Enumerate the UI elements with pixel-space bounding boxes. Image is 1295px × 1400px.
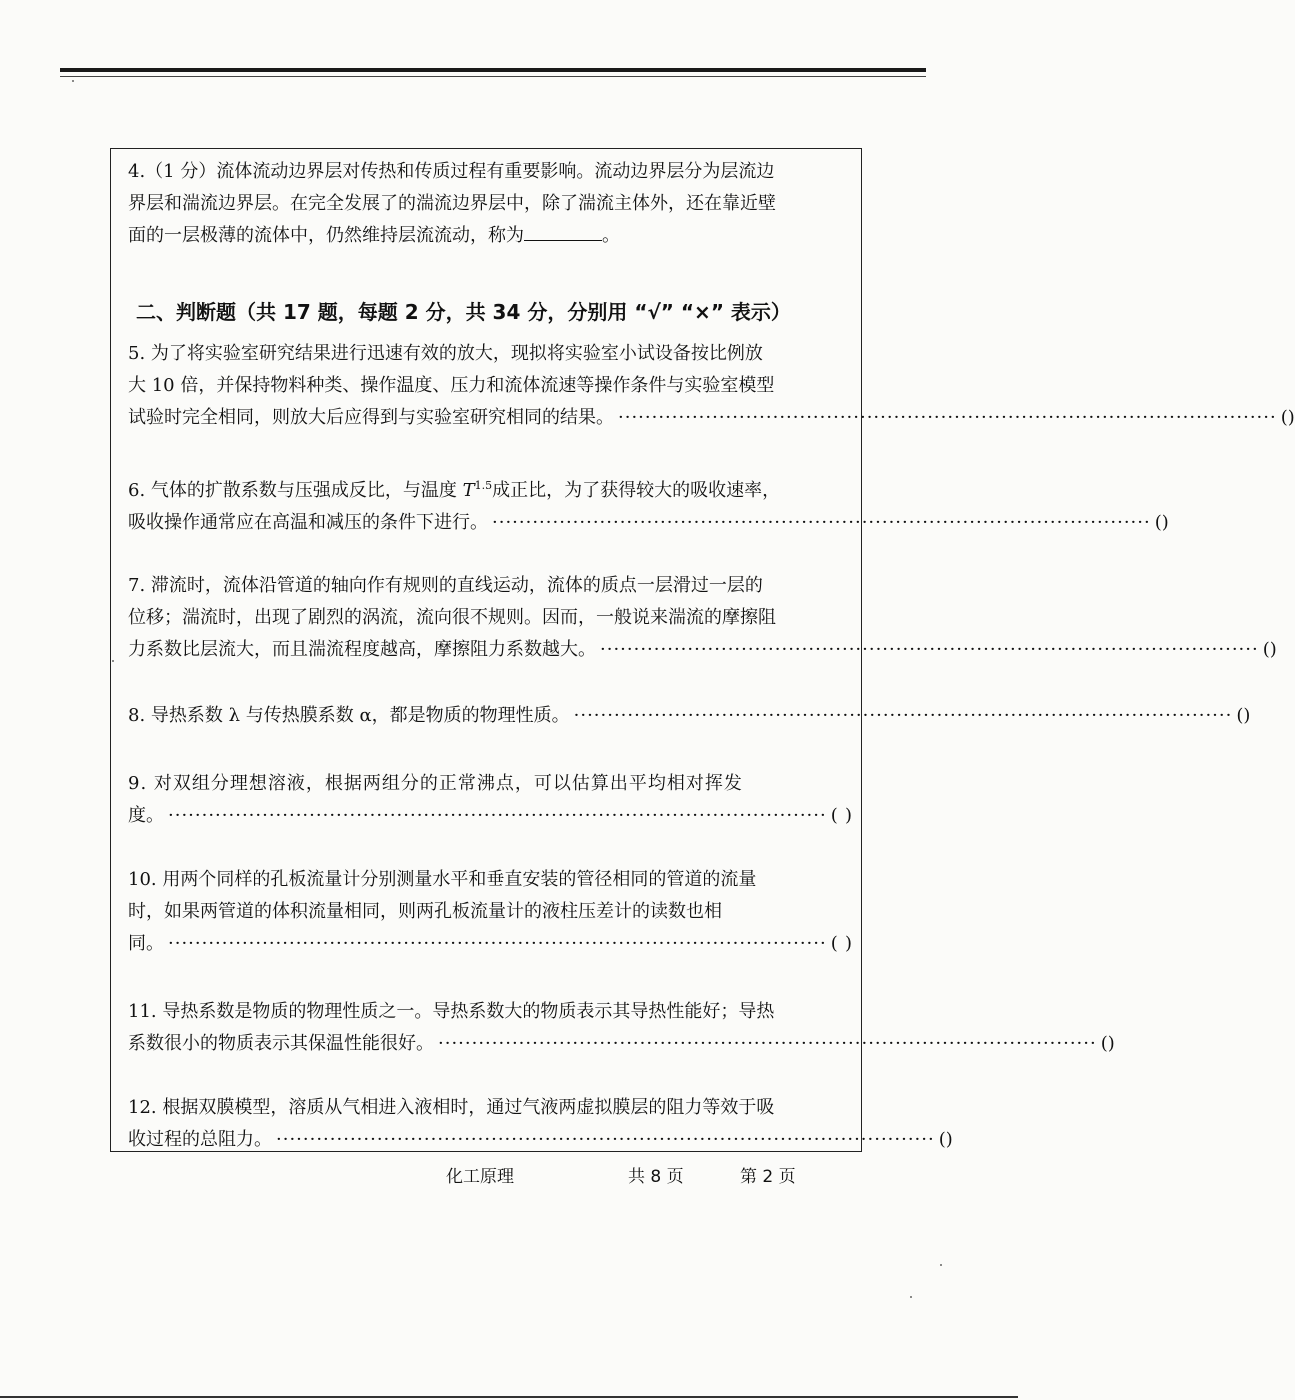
paren-open: (	[1236, 705, 1244, 726]
question-11	[128, 996, 1115, 1060]
q10-line3	[128, 928, 852, 960]
paren-open: (	[1262, 639, 1270, 660]
temperature-symbol: T	[462, 480, 475, 501]
answer-paren[interactable]	[831, 800, 852, 832]
answer-paren[interactable]	[1236, 700, 1250, 732]
footer-course: 化工原理	[446, 1167, 514, 1187]
q5-line2: 大 10 倍，并保持物料种类、操作温度、压力和流体流速等操作条件与实验室模型	[128, 375, 775, 396]
paren-open: (	[1154, 512, 1162, 533]
q5-line3-text: 试验时完全相同，则放大后应得到与实验室研究相同的结果。	[128, 407, 614, 428]
question-5	[128, 338, 1295, 434]
leader-dots: ··································································································	[600, 639, 1259, 660]
q11-line2-text: 系数很小的物质表示其保温性能很好。	[128, 1033, 434, 1054]
paren-close: )	[1107, 1033, 1115, 1054]
header-rule-thin	[60, 76, 926, 77]
paren-close: )	[1161, 512, 1169, 533]
question-9	[128, 768, 852, 832]
paren-close: )	[1243, 705, 1251, 726]
scan-speck	[72, 80, 74, 82]
question-7	[128, 570, 1277, 666]
q11-line2	[128, 1028, 1115, 1060]
paren-open: (	[830, 805, 838, 826]
leader-dots: ··································································································	[276, 1129, 935, 1150]
q6-line2-text: 吸收操作通常应在高温和减压的条件下进行。	[128, 512, 488, 533]
leader-dots: ··································································································	[618, 407, 1277, 428]
paren-close: )	[1269, 639, 1277, 660]
answer-paren[interactable]	[939, 1124, 953, 1156]
q4-line3	[128, 220, 852, 252]
paren-open: (	[938, 1129, 946, 1150]
answer-paren[interactable]	[1101, 1028, 1115, 1060]
scan-speck	[910, 1296, 912, 1298]
q10-line2: 时，如果两管道的体积流量相同，则两孔板流量计的液柱压差计的读数也相	[128, 901, 722, 922]
paren-close: )	[945, 1129, 953, 1150]
q4-line2: 界层和湍流边界层。在完全发展了的湍流边界层中，除了湍流主体外，还在靠近壁	[128, 193, 776, 214]
scan-speck	[112, 660, 114, 662]
q10-line3-text: 同。	[128, 933, 164, 954]
answer-paren[interactable]	[1281, 402, 1295, 434]
answer-blank[interactable]	[524, 220, 602, 241]
answer-paren[interactable]	[831, 928, 852, 960]
leader-dots: ··································································································	[492, 512, 1151, 533]
q11-line1: 11. 导热系数是物质的物理性质之一。导热系数大的物质表示其导热性能好；导热	[128, 1001, 775, 1022]
section-title: 二、判断题（共 17 题，每题 2 分，共 34 分，分别用 “√” “×” 表示）	[136, 300, 791, 324]
footer-page-number: 第 2 页	[740, 1167, 796, 1187]
paren-open: (	[1100, 1033, 1108, 1054]
answer-paren[interactable]	[1263, 634, 1277, 666]
q12-line1: 12. 根据双膜模型，溶质从气相进入液相时，通过气液两虚拟膜层的阻力等效于吸	[128, 1097, 775, 1118]
leader-dots: ··································································································	[168, 805, 827, 826]
q9-line2	[128, 800, 852, 832]
paren-open: (	[830, 933, 838, 954]
footer-total-pages: 共 8 页	[628, 1167, 684, 1187]
q6-line1	[128, 470, 852, 507]
q8-line1	[128, 700, 1251, 732]
q4-line1: 4.（1 分）流体流动边界层对传热和传质过程有重要影响。流动边界层分为层流边	[128, 161, 775, 182]
q9-line1: 9. 对双组分理想溶液，根据两组分的正常沸点，可以估算出平均相对挥发	[128, 773, 743, 794]
q4-line3-end: 。	[602, 225, 620, 246]
leader-dots: ··································································································	[438, 1033, 1097, 1054]
q12-line2-text: 收过程的总阻力。	[128, 1129, 272, 1150]
paren-close: )	[844, 805, 852, 826]
q7-line3	[128, 634, 1277, 666]
q6-line2	[128, 507, 1169, 539]
q6-line1-a: 6. 气体的扩散系数与压强成反比，与温度	[128, 480, 463, 501]
header-rule	[60, 68, 926, 72]
question-8	[128, 700, 1251, 732]
q7-line1: 7. 滞流时，流体沿管道的轴向作有规则的直线运动，流体的质点一层滑过一层的	[128, 575, 763, 596]
q5-line3	[128, 402, 1295, 434]
question-6	[128, 470, 1169, 539]
leader-dots: ··································································································	[573, 705, 1233, 726]
question-10	[128, 864, 852, 960]
q4-line3-text: 面的一层极薄的流体中，仍然维持层流流动，称为	[128, 225, 524, 246]
paren-close: )	[844, 933, 852, 954]
q9-line2-text: 度。	[128, 805, 164, 826]
scan-edge	[0, 1396, 1018, 1398]
temperature-exponent: 1.5	[474, 479, 493, 492]
question-12	[128, 1092, 953, 1156]
q5-line1: 5. 为了将实验室研究结果进行迅速有效的放大，现拟将实验室小试设备按比例放	[128, 343, 763, 364]
paren-open: (	[1280, 407, 1288, 428]
q8-line1-text: 8. 导热系数 λ 与传热膜系数 α，都是物质的物理性质。	[128, 705, 570, 726]
leader-dots: ··································································································	[168, 933, 827, 954]
q10-line1: 10. 用两个同样的孔板流量计分别测量水平和垂直安装的管径相同的管道的流量	[128, 869, 757, 890]
q7-line3-text: 力系数比层流大，而且湍流程度越高，摩擦阻力系数越大。	[128, 639, 596, 660]
paren-close: )	[1287, 407, 1295, 428]
question-4	[128, 156, 852, 252]
answer-paren[interactable]	[1155, 507, 1169, 539]
q6-line1-b: 成正比，为了获得较大的吸收速率，	[492, 480, 781, 501]
q12-line2	[128, 1124, 953, 1156]
q7-line2: 位移；湍流时，出现了剧烈的涡流，流向很不规则。因而，一般说来湍流的摩擦阻	[128, 607, 776, 628]
scan-speck	[940, 1264, 942, 1266]
